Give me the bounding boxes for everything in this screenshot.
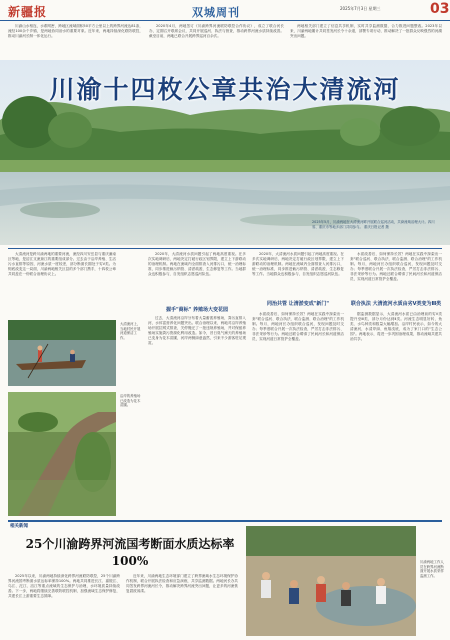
page-number: 03 xyxy=(430,1,450,17)
middle-right-column-top: 2020年，大清流河水质问题引起了两地高度重视。在多次实地调研后，两地决定打破行政区划界限，建立上下游联动的治理机制。两地在流域内全面排查入河排污口，统一治理标准，同步推进截污纳管、清淤疏浚、生态修复等工作。当地群众也积极参与，自发组织志愿巡河队伍。 xyxy=(252,252,344,276)
masthead-logo: 新疆报 xyxy=(8,5,48,19)
hero-photo xyxy=(0,60,450,245)
hero-photo-caption: 2025年5月，川渝两地在大清流河畔开展联合巡河活动，共商流域治理大计。四川省、重庆市等地多部门共同参与。 重庆日报记者 摄 xyxy=(312,220,435,229)
related-news-tag: 相关新闻 xyxy=(10,524,28,529)
far-right-subhead: 联合执法 大清流河水质由劣V类变为Ⅲ类 xyxy=(350,301,442,307)
field-photo-caption: 沿岸的养殖场已改造为花木苗圃。 xyxy=(120,394,141,407)
lower-body-column-1: 2025年以来，川渝两地持续深化跨界河流联防联控，25个川渝跨界河流国考断面水质达标率保持100%。两地共同推进长江、嘉陵江、乌江、沱江、涪江等重点流域的生态保护与治理，水环境质量持续改善。下一步，两地将继续完善联防联控机制，加强流域生态保护修复，共建长江上游重要生态屏障。 xyxy=(8,574,120,598)
divider xyxy=(8,248,442,249)
middle-center-column: 2020年，大清流河水质问题引起了两地高度重视。在多次实地调研后，两地决定打破行政区划界限，建立上下游联动的治理机制。两地在流域内全面排查入河排污口，统一治理标准，同步推进截污纳管、清淤疏浚、生态修复等工作。当地群众也积极参与，自发组织志愿巡河队伍。 xyxy=(148,252,246,276)
far-right-column-top: 水质改善后，如何保持长效？两地在实践中探索出一套"联合巡河、联合执法、联合监测、联合治理"的工作机制。每月，两地河长办组织联合巡河，发现问题及时交办；每季度联合开展一次执法检查，严厉打击非法排污、非法采砂等行为。两地还联合聘请了民间河长和河道保洁员，实现河道日常管护全覆盖。 xyxy=(350,252,442,281)
lead-column-1: 川渝山水相连，水系网密，跨地区流域面积50平方公里以上的跨界河流达81条，流经100余个乡镇，是两地协同治水的重要对象。近年来，两地持续深化联防联控，推动川渝河长制一体化运行。 xyxy=(8,24,143,38)
sampling-photo xyxy=(246,526,416,636)
boat-cleanup-image xyxy=(8,320,116,386)
section-title: 双城周刊 xyxy=(192,6,240,19)
middle-right-column: 水质改善后，如何保持长效？两地在实践中探索出一套"联合巡河、联合执法、联合监测、联合治理"的工作机制。每月，两地河长办组织联合巡河，发现问题及时交办；每季度联合开展一次执法检查，严厉打击非法排污、非法采砂等行为。两地还联合聘请了民间河长和河道保洁员，实现河道日常管护全覆盖。 xyxy=(252,312,344,341)
boat-photo-caption: 大清流河上，当地村民开展河道保洁工作。 xyxy=(120,322,141,340)
page-header xyxy=(0,0,450,21)
lead-column-2: 2020年4月，两地签订《川渝跨界河流联防联控合作协议》，成立了联合河长办，定期召开联席会议，共同开展巡河、执法与督查，推动跨界河流水质持续改善。截至目前，两地已联合开展跨界巡河百余次。 xyxy=(149,24,284,38)
field-photo xyxy=(8,392,116,516)
middle-left-column: 大清流河是跨川渝两地的重要河流，流经四川安岳县与重庆潼南区等地，是涪江支流琼江的重要组成部分。过去由于沿岸养殖、生活污水直排等原因，河流水质一度较差，部分断面长期处于劣V类。为彻底改变这一局面，川渝两地相关区县的多个部门携手，十四枚公章共同盖在一份联合治理协议上。 xyxy=(8,252,116,276)
lower-headline: 25个川渝跨界河流国考断面水质达标率100% xyxy=(25,537,235,568)
lead-column-3: 两地相关部门建立了信息共享机制，实时共享监测数据，合力推进问题整改。2023年以来，川渝两地累计共同签发河长令十余道，部署专项行动，推动解决了一批群众反映强烈的河湖突出问题。 xyxy=(290,24,442,38)
right-subhead: 同治共管 让清淤变成"新门" xyxy=(267,301,329,307)
center-subhead: 握手"商标" 养殖场大变花园 xyxy=(166,307,228,313)
lower-body-column-2: 近年来，川渝两地生态环境部门建立了跨界流域水生态环境保护协作机制，联合开展执法检查和应急演练，共享监测数据。两地河长办共同签发跨界河流河长令，推动解决跨界河流突出问题，让更多的河流恢复碧波荡漾。 xyxy=(126,574,238,593)
far-right-column: 据监测数据显示，大清流河水质已由治理前的劣V类提升至Ⅲ类，部分月份达到Ⅱ类。河流生态明显好转，鱼类、水鸟种类和数量大幅增加。沿岸村民表示，如今的大清流河，水清岸绿、鱼翔浅底，成为了家门口的"生态公园"。两地表示，将进一步巩固治理成果，推动流域共建共治共享。 xyxy=(350,312,442,341)
issue-date: 2025年7月3日 星期三 xyxy=(340,6,381,11)
divider xyxy=(8,520,442,522)
boat-photo xyxy=(8,320,116,386)
riverside-field-image xyxy=(8,392,116,516)
main-headline: 川渝十四枚公章共治大清流河 xyxy=(49,75,401,104)
sampling-photo-caption: 川渝两地工作人员在跨界河流断面开展水质采样监测工作。 xyxy=(420,560,444,578)
middle-center-column-2: 过去，大清流河沿岸分布着大量畜禽养殖场，粪污直排入河，水体富营养化问题突出。联合治理以来，两地对沿岸养殖场开展拉网式排查，关停搬迁了一批违规养殖场，并对保留养殖场实施粪污资源化利用改造。如今，昔日臭气熏天的养殖场已变身为花木苗圃，河岸两侧绿意盎然，引来不少游客驻足观赏。 xyxy=(148,316,246,345)
water-sampling-image xyxy=(246,526,416,636)
